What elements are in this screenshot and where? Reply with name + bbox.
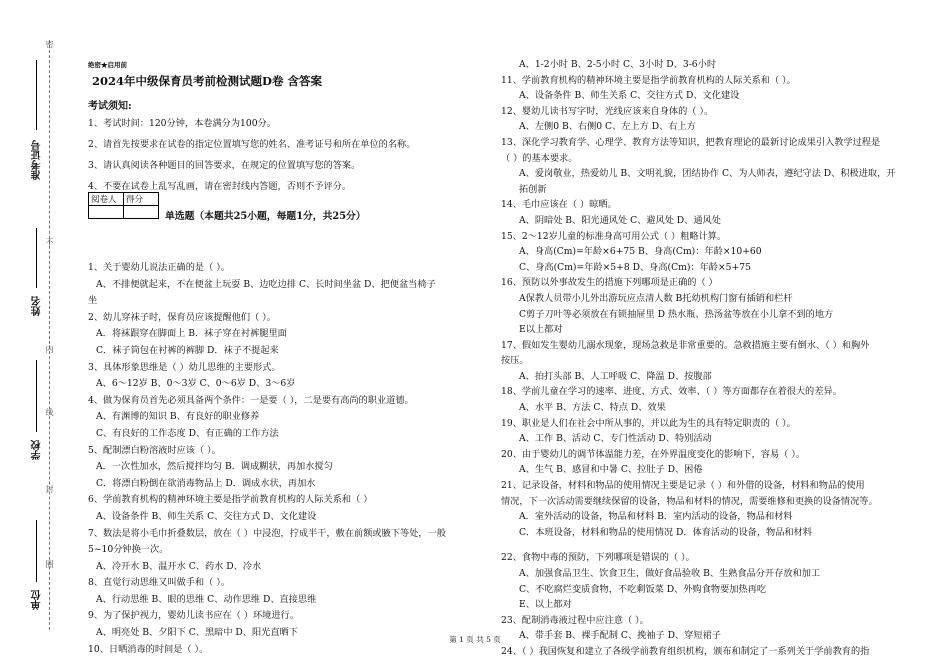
question-line: 7、数法是将小毛巾折叠数层，放在（ ）中浸泡，拧成半干，敷在前额或腋下等处，一般 bbox=[88, 527, 446, 539]
option-line: A、行动思维 B、眼的思维 C、动作思维 D、直接思维 bbox=[96, 593, 317, 605]
grader-label: 阅卷人 bbox=[89, 193, 124, 206]
question-line: 13、深化学习教育学、心理学、教育方法等知识，把教育理论的最新讨论成果引入教学过程是 bbox=[501, 136, 881, 148]
option-line: A、冷开水 B、温开水 C、药水 D、冷水 bbox=[96, 560, 262, 572]
question-line: 5、配制漂白粉溶液时应该（ ）。 bbox=[88, 444, 221, 456]
notice-heading: 考试须知: bbox=[88, 101, 132, 112]
question-line: 20、由于婴幼儿的调节体温能力差，在外界温度变化的影响下，容易（ ）。 bbox=[501, 448, 806, 460]
question-line: 1、关于婴幼儿说法正确的是（ ）。 bbox=[88, 262, 230, 273]
question-line: 21、记录设备，材料和物品的使用情况主要是记录（ ）和外借的设备，材料和物品的使用 bbox=[501, 480, 865, 492]
option-line: A、水平 B、方法 C、特点 D、效果 bbox=[519, 402, 666, 414]
option-line: A、拍打头部 B、人工呼吸 C、降温 D、按腹部 bbox=[519, 370, 712, 382]
field-line bbox=[36, 60, 37, 130]
notice-item: 1、考试时间：120分钟，本卷满分为100分。 bbox=[88, 118, 276, 129]
option-line: A、身高(Cm)=年龄×6+75 B、身高(Cm)：年龄×10+60 bbox=[519, 246, 762, 258]
field-line bbox=[36, 228, 37, 288]
notice-item: 2、请首先按要求在试卷的指定位置填写您的姓名、准考证号和所在单位的名称。 bbox=[88, 139, 416, 150]
question-line: 8、直觉行动思维又叫做手和（ ）。 bbox=[88, 577, 230, 589]
option-line: A、明亮处 B、夕阳下 C、黑暗中 D、阳光直晒下 bbox=[96, 627, 298, 639]
question-line: 12、婴幼儿读书写字时，光线应该来自身体的（ ）。 bbox=[501, 105, 714, 117]
field-line bbox=[36, 360, 37, 432]
seal-line bbox=[49, 40, 50, 630]
question-line: 按压。 bbox=[501, 355, 529, 367]
option-line: E以上都对 bbox=[519, 324, 563, 336]
option-line: A．室外活动的设备，物品和材料 B．室内活动的设备，物品和材料 bbox=[519, 511, 793, 523]
spacer bbox=[501, 540, 901, 550]
question-line: 3、具体形象思维是（ ）幼儿思维的主要形式。 bbox=[88, 361, 281, 373]
question-line: 情况，下一次活动需要继续保留的设备，物品和材料的情况，需要维修和更换的设备情况等。 bbox=[501, 495, 878, 507]
option-line: C．将漂白粉倒在欲消毒物品上 D．调成水状，再加水 bbox=[96, 477, 316, 489]
option-line: C、不吃腐烂变质食物，不吃剩饭菜 D、外购食物要加热再吃 bbox=[519, 583, 767, 595]
option-line: C、身高(Cm)=年龄×5+8 D、身高(Cm)：年龄×5+75 bbox=[519, 261, 751, 273]
field-exam-number: 准考证号 bbox=[32, 140, 43, 180]
option-line: A．一次性加水，然后搅拌均匀 B．调成糊状，再加水搅匀 bbox=[96, 461, 333, 473]
field-school: 学校 bbox=[32, 440, 43, 460]
seal-char: 内 bbox=[45, 345, 54, 353]
seal-char: 封 bbox=[45, 485, 54, 493]
option-line: A、爱岗敬业，热爱幼儿 B、文明礼貌，团结协作 C、为人师表，遵纪守法 D、积极进取，开拓创新 bbox=[519, 168, 896, 195]
notice-item: 3、请认真阅读各种题目的回答要求，在规定的位置填写您的答案。 bbox=[88, 160, 361, 171]
question-line: 9、为了保护视力，婴幼儿读书应在（ ）环境进行。 bbox=[88, 610, 299, 622]
option-line: A．将袜跟穿在脚面上 B．袜子穿在衬裤腿里面 bbox=[96, 328, 287, 340]
option-line: C．袜子筒包在衬裤的裤脚 D．袜子不提起来 bbox=[96, 344, 279, 356]
seal-char: 不 bbox=[45, 238, 54, 246]
page-number: 第 1 页 共 5 页 bbox=[449, 635, 501, 644]
question-line: 2、幼儿穿袜子时，保育员应该提醒他们（ ）。 bbox=[88, 311, 276, 323]
field-unit: 单位 bbox=[32, 590, 43, 610]
question-line: 14、毛巾应该在（ ）晾晒。 bbox=[501, 199, 617, 211]
option-line: A、设备条件 B、师生关系 C、交往方式 D、文化建设 bbox=[96, 510, 317, 522]
score-label: 得分 bbox=[124, 193, 159, 206]
option-line: A、有渊博的知识 B、有良好的职业修养 bbox=[96, 411, 260, 423]
option-line: C．本班设备，材料和物品的使用情况 D．体育活动的设备，物品和材料 bbox=[519, 526, 812, 538]
page-title: 2024年中级保育员考前检测试题D卷 含答案 bbox=[92, 74, 322, 88]
notice-item: 4、不要在试卷上乱写乱画，请在密封线内答题，否则不予评分。 bbox=[88, 181, 352, 192]
question-line: 5~10分钟换一次。 bbox=[88, 544, 169, 556]
option-line: E、以上都对 bbox=[519, 599, 572, 611]
option-line: A、1-2小时 B、2-5小时 C、3小时 D、3-6小时 bbox=[519, 59, 717, 70]
question-line: 22、食物中毒的预防，下列哪项是错误的（ ）。 bbox=[501, 552, 695, 564]
question-line: 11、学前教育机构的精神环境主要是指学前教育机构的人际关系和（ ）。 bbox=[501, 74, 796, 86]
option-line: A、设备条件 B、师生关系 C、交往方式 D、文化建设 bbox=[519, 90, 740, 102]
question-line: （ ）的基本要求。 bbox=[501, 152, 578, 164]
left-column bbox=[78, 260, 498, 658]
question-line: 24、（ ）我国恢复和建立了各级学前教育组织机构，颁布和制定了一系列关于学前教育的指 bbox=[501, 645, 870, 657]
grader-table bbox=[88, 192, 159, 219]
option-line: A、带手套 B、裸手配制 C、挽袖子 D、穿短裙子 bbox=[519, 630, 721, 642]
question-line: 6、学前教育机构的精神环境主要是指学前教育机构的人际关系和（ ） bbox=[88, 494, 373, 506]
seal-char: 线 bbox=[45, 408, 54, 416]
seal-char: 圈 bbox=[45, 560, 54, 568]
option-line: A、阴暗处 B、阳光通风处 C、避风处 D、通风处 bbox=[519, 214, 721, 226]
option-line: C剪子刀叶等必须放在有锁抽屉里 D 热水瓶、热汤盆等放在小儿拿不到的地方 bbox=[519, 308, 834, 320]
option-line: A、左侧0 B、右侧0 C、左上方 D、右上方 bbox=[519, 121, 696, 133]
question-line: 10、日晒消毒的时间是（ ）。 bbox=[88, 643, 209, 655]
grader-cell[interactable] bbox=[89, 206, 124, 219]
confidential-mark: 绝密★启用前 bbox=[88, 61, 127, 69]
question-line: 15、2～12岁儿童的标准身高可用公式（ ）粗略计算。 bbox=[501, 230, 727, 242]
option-line: A、不排便就起来，不在便盆上玩耍 B、边吃边排 C、长时间坐盆 D、把便盆当椅子 bbox=[96, 278, 436, 290]
option-line: A、工作 B、活动 C、专门性活动 D、特别活动 bbox=[519, 433, 712, 445]
field-line bbox=[36, 520, 37, 582]
field-name: 姓名 bbox=[32, 296, 43, 316]
question-line: 23、配制消毒液过程中应注意（ ）。 bbox=[501, 614, 649, 626]
option-line: A保教人员带小儿外出游玩应点清人数 B托幼机构门窗有插销和栏杆 bbox=[519, 292, 793, 304]
binding-margin bbox=[0, 0, 60, 671]
right-column bbox=[501, 57, 901, 660]
seal-char: 密 bbox=[45, 40, 54, 48]
option-line: A、加强食品卫生、饮食卫生，做好食品验收 B、生熟食品分开存放和加工 bbox=[519, 568, 821, 579]
question-line: 坐 bbox=[88, 295, 98, 307]
question-line: 19、职业是人们在社会中所从事的，并以此为生的具有特定职责的（ ）。 bbox=[501, 417, 796, 429]
option-line: C、有良好的工作态度 D、有正确的工作方法 bbox=[96, 427, 279, 439]
question-line: 4、做为保育员首先必须具备两个条件：一是要（ ），二是要有高尚的职业道德。 bbox=[88, 394, 414, 406]
notice-list bbox=[78, 113, 498, 197]
section-heading: 单选题（本题共25小题，每题1分，共25分） bbox=[165, 211, 366, 222]
score-cell[interactable] bbox=[124, 206, 159, 219]
question-line: 18、学前儿童在学习的速率、进度、方式、效率、（ ）等方面都存在着很大的差异。 bbox=[501, 386, 842, 398]
question-line: 16、预防以外事故发生的措施下列哪项是正确的（ ） bbox=[501, 277, 718, 289]
option-line: A、6～12岁 B、0～3岁 C、0～6岁 D、3～6岁 bbox=[96, 378, 296, 390]
question-line: 17、假如发生婴幼儿溺水现象，现场急救是非常重要的。急救措施主要有倒水、（ ）和胸外 bbox=[501, 339, 870, 351]
option-line: A、生气 B、感冒和中暑 C、拉肚子 D、困倦 bbox=[519, 464, 703, 476]
